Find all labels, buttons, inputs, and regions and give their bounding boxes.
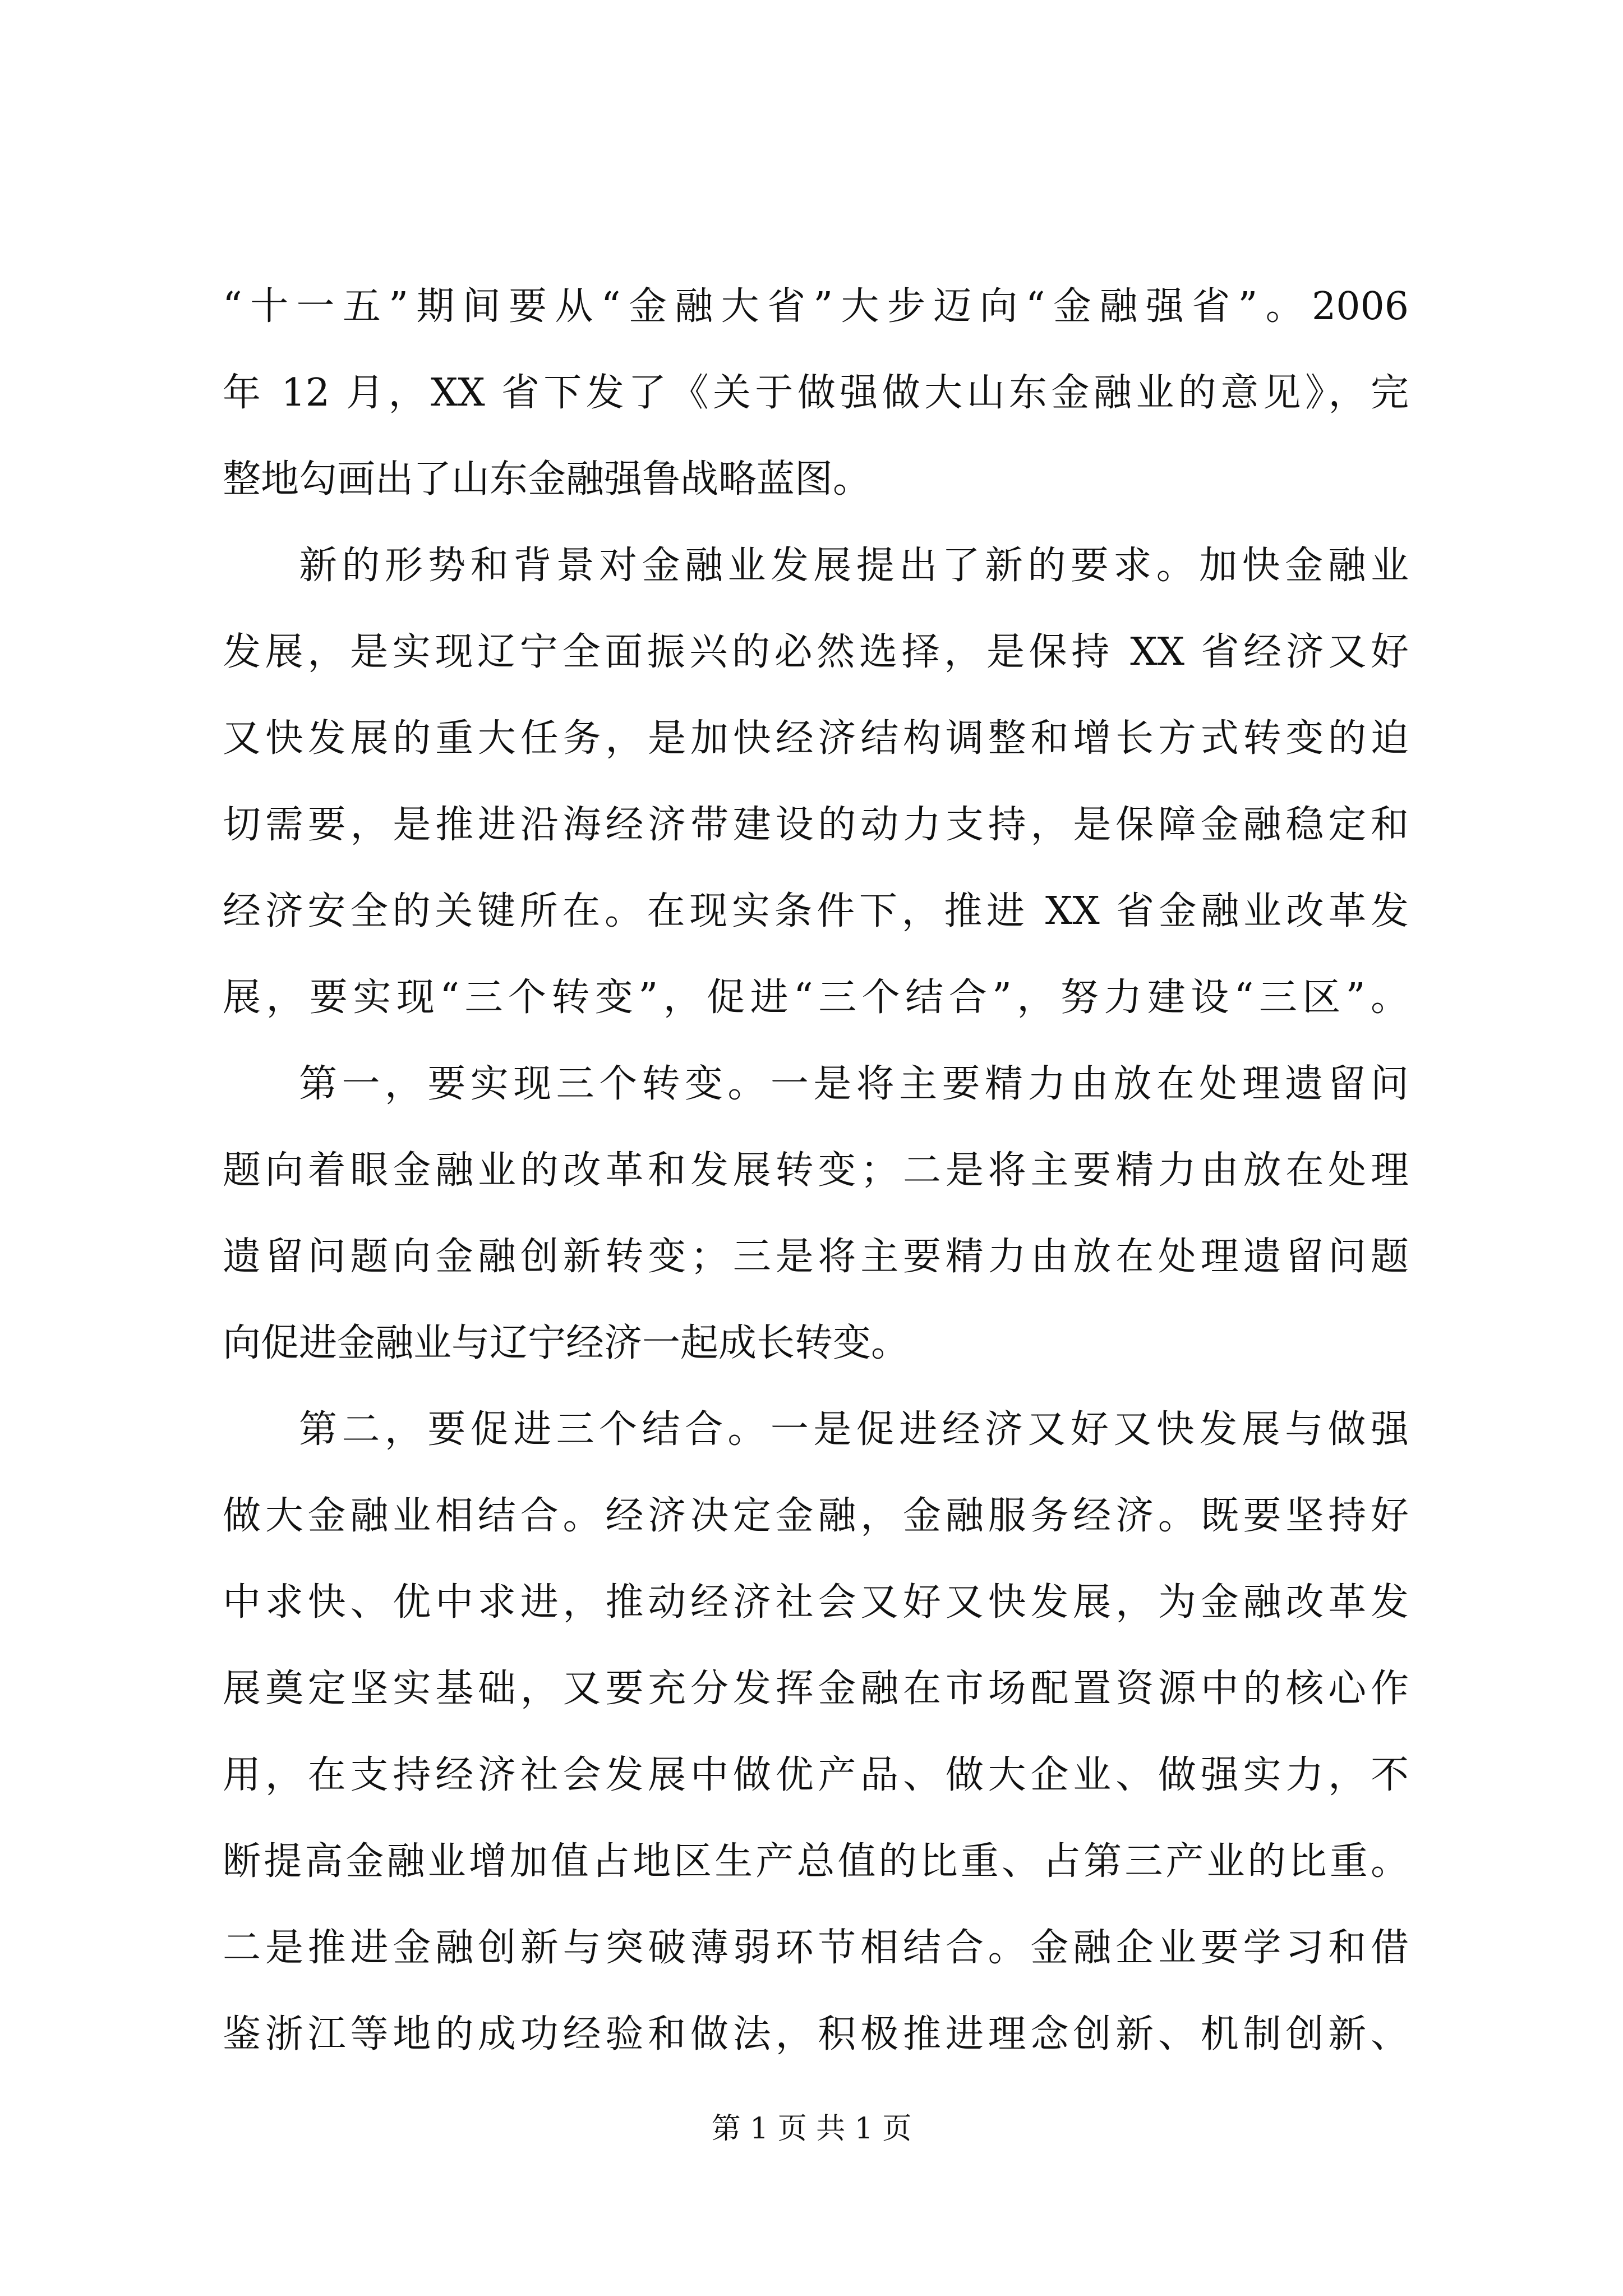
text-line: 切需要，是推进沿海经济带建设的动力支持，是保障金融稳定和 <box>223 803 1409 847</box>
text-line: 中求快、优中求进，推动经济社会又好又快发展，为金融改革发 <box>223 1580 1409 1625</box>
text-line: 鉴浙江等地的成功经验和做法，积极推进理念创新、机制创新、 <box>223 2012 1409 2056</box>
text-line: 二是推进金融创新与突破薄弱环节相结合。金融企业要学习和借 <box>223 1926 1409 1970</box>
text-line: 展奠定坚实基础，又要充分发挥金融在市场配置资源中的核心作 <box>223 1667 1409 1711</box>
text-line: 向促进金融业与辽宁经济一起成长转变。 <box>223 1321 910 1365</box>
text-line: 题向着眼金融业的改革和发展转变；二是将主要精力由放在处理 <box>223 1148 1409 1193</box>
paragraph-first-line: 第一，要实现三个转变。一是将主要精力由放在处理遗留问 <box>299 1062 1409 1106</box>
page-footer: 第 1 页 共 1 页 <box>711 2112 912 2146</box>
text-line: 又快发展的重大任务，是加快经济结构调整和增长方式转变的迫 <box>223 716 1409 761</box>
text-line: “十一五”期间要从“金融大省”大步迈向“金融强省”。2006 <box>223 284 1409 329</box>
text-line: 展，要实现“三个转变”，促进“三个结合”，努力建设“三区”。 <box>223 976 1409 1020</box>
body-text <box>223 264 1409 2078</box>
paragraph-first-line: 第二，要促进三个结合。一是促进经济又好又快发展与做强 <box>299 1407 1409 1452</box>
text-line: 用，在支持经济社会发展中做优产品、做大企业、做强实力，不 <box>223 1753 1409 1797</box>
paragraph-first-line: 新的形势和背景对金融业发展提出了新的要求。加快金融业 <box>299 544 1409 588</box>
text-line: 整地勾画出了山东金融强鲁战略蓝图。 <box>223 457 872 501</box>
text-line: 遗留问题向金融创新转变；三是将主要精力由放在处理遗留问题 <box>223 1235 1409 1279</box>
text-line: 年 12 月，XX 省下发了《关于做强做大山东金融业的意见》，完 <box>223 371 1409 415</box>
text-line: 发展，是实现辽宁全面振兴的必然选择，是保持 XX 省经济又好 <box>223 630 1409 674</box>
text-line: 经济安全的关键所在。在现实条件下，推进 XX 省金融业改革发 <box>223 889 1409 933</box>
text-line: 断提高金融业增加值占地区生产总值的比重、占第三产业的比重。 <box>223 1839 1409 1884</box>
text-line: 做大金融业相结合。经济决定金融，金融服务经济。既要坚持好 <box>223 1494 1409 1538</box>
